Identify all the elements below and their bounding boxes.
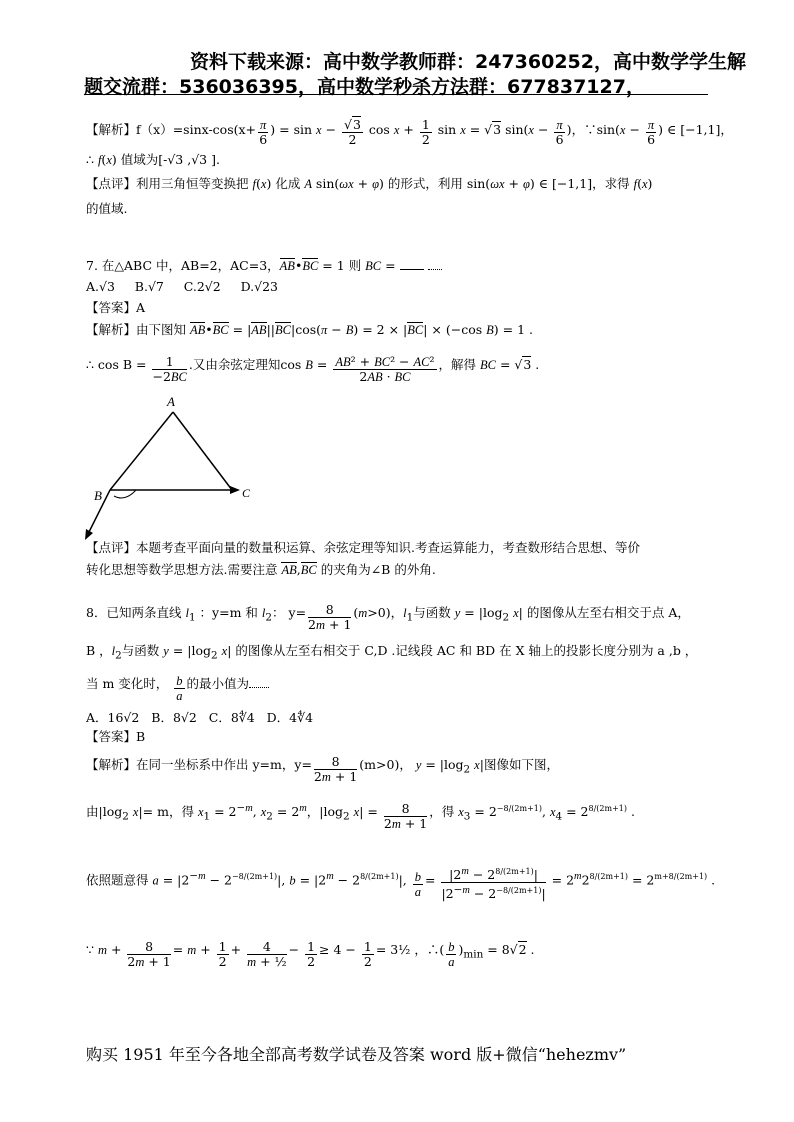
q7-answer-value: A (136, 300, 146, 315)
q7-jiexi-tag: 【解析】 (86, 322, 137, 337)
q7-line2-b: .又由余弦定理知 (188, 357, 281, 372)
q8-option-a: A．16√2 (86, 710, 140, 725)
q8-last-a: ∵ (86, 942, 94, 957)
q8-stem-line3: 当 m 变化时， $\frac{b}{a}$ 的最小值为 (86, 674, 269, 703)
q7-answer (86, 300, 145, 316)
q7-dianping-line2a: 转化思想等数学思想方法.需要注意 (86, 562, 278, 577)
header-line-1: 资料下载来源：高中数学教师群：247360252，高中数学学生解 (190, 51, 746, 73)
q7-line2-a: ∴ cos B = (86, 357, 147, 372)
q7-jiexi-line2: ∴ cos B = $\frac{1}{-2BC}$ .又由余弦定理知cos B = $\frac{\text{AB² + BC² − AC²}}{2AB \cdot BC}$ ，解得 BC = √3 . (86, 354, 540, 384)
q8-options (86, 710, 313, 726)
q7-stem-tail: = 1 则 (322, 258, 362, 273)
q8-stem-d: 与函数 (413, 605, 451, 620)
q8-option-d: D．4∜4 (266, 710, 314, 725)
vertex-label-c: C (242, 486, 251, 500)
q7-jiexi-a: 由下图知 (136, 322, 187, 337)
q8-stem-c: ： (272, 605, 285, 620)
q8-line2-c: 的图像从左至右相交于 C,D .记线段 AC 和 BD 在 X 轴上的投影长度分别为 a ,b ， (235, 643, 698, 658)
q7-dianping-2: 转化思想等数学思想方法.需要注意 AB,BC 的夹角为∠B 的外角. (86, 562, 436, 577)
q7-option-c: C.2√2 (183, 279, 221, 294)
q8-jiexi-tag: 【解析】 (86, 757, 137, 772)
q8-jiexi-a: 在同一坐标系中作出 y=m，y= (136, 757, 312, 772)
q8-stem-e: 的图像从左至右相交于点 A， (526, 605, 690, 620)
q6-dianping-tag: 【点评】 (86, 176, 137, 191)
q8-option-c: C．8∜4 (208, 710, 255, 725)
q8-line-solve: 由$|\log_2$ x|= m，得 $x_1 = 2^{-m}$, $x_2 = 2^m$，$|\log_2$ x| = $\frac{8}{2m + 1}$ ，得 $x_3 = 2^{-8/(2m+1)}$, $x_4 = 2^{8/(2m+1)}$ . (86, 801, 635, 832)
q8-stem: 8．已知两条直线 $l_1$ ：y=m 和 $l_2$： y= $\frac{8}{2m + 1}$ (m>0)，$l_1$与函数 $y = |\log_2$ x| 的图像从左至右相交于点 A， (86, 602, 690, 632)
q8-line-you-b: = m，得 (142, 804, 194, 820)
edge-ab (110, 412, 173, 490)
q8-last-b: ，∴ (414, 942, 440, 957)
q8-jiexi-b: (m>0)， (359, 757, 412, 772)
footer-ad: 购买 1951 年至今各地全部高考数学试卷及答案 word 版+微信“hehezmv” (86, 1045, 627, 1064)
q8-yizhao-text: 依照题意得 (86, 872, 149, 888)
q7-option-b: B.√7 (134, 279, 164, 294)
header-line-2: 题交流群：536036395，高中数学秒杀方法群：677837127， (84, 76, 645, 98)
q8-line-de: ，得 (429, 804, 455, 820)
q6-range: ∴ f(x) 值域为[-√3 ,√3 ]. (86, 152, 220, 167)
q6-jiexi: 【解析】f（x）=sinx-cos(x+ $\frac{\pi}{6}$ ) = sin x − $\frac{√3}{2}$ cos x + $\frac{1}{2}$ sin x = √3 sin(x − $\frac{\pi}{6}$ )，∵sin(x − $\frac{\pi}{6}$ ) ∈ [−1,1]， (86, 117, 733, 147)
vertex-label-b: B (94, 488, 102, 503)
q7-stem: 7. 在△ABC 中，AB=2，AC=3，AB•BC = 1 则 BC = (86, 258, 442, 274)
q8-stem-line2: B ，$l_2$与函数 $y = |\log_2$ x| 的图像从左至右相交于 C,D .记线段 AC 和 BD 在 X 轴上的投影长度分别为 a ,b ， (86, 643, 698, 662)
q7-option-d: D.√23 (240, 279, 279, 294)
q7-dianping-line1: 本题考查平面向量的数量积运算、余弦定理等知识.考查运算能力，考查数形结合思想、等价 (136, 540, 640, 555)
header-divider (84, 94, 708, 95)
q6-jiexi-a: f（x）=sinx-cos(x+ (136, 122, 257, 137)
q7-dianping-line2b: 的夹角为∠B 的外角. (320, 562, 436, 577)
triangle-figure (80, 392, 260, 542)
vertex-label-a: A (167, 394, 175, 409)
q8-answer (86, 729, 145, 745)
q7-answer-tag: 【答案】 (86, 300, 137, 315)
q7-options (86, 279, 278, 295)
q8-option-b: B．8√2 (151, 710, 197, 725)
q6-jiexi-tag: 【解析】 (86, 122, 137, 137)
q6-dianping-c: 的形式，利用 (387, 176, 463, 191)
q8-line2-b: 与函数 (121, 643, 160, 658)
q7-dianping-tag: 【点评】 (86, 540, 137, 555)
q6-dianping-b: 化成 (275, 176, 301, 191)
q6-dianping-end: 的值域. (86, 201, 128, 216)
q8-line-yizhao: 依照题意得 $a = |2^{-m} - 2^{-8/(2m+1)}|$, $b = |2^m - 2^{8/(2m+1)}|$, $\frac{b}{a}$ = $\frac{|2^m - 2^{8/(2m+1)}|}{|2^{-m} - 2^{-8/(2m+1)}|}$ = $2^m2^{8/(2m+1)} = 2^{m+8/(2m+1)}$ . (86, 866, 716, 902)
q6-dianping-a: 利用三角恒等变换把 (136, 176, 249, 191)
q8-answer-value: B (136, 729, 146, 744)
angle-arc (114, 490, 136, 498)
q8-line3-b: 的最小值为 (186, 676, 250, 691)
q8-stem-b: ：y=m 和 (199, 605, 258, 620)
q7-line2-c: ，解得 (438, 357, 477, 372)
q8-stem-a: 8．已知两条直线 (86, 605, 182, 620)
q8-jiexi-c: 图像如下图， (483, 757, 559, 772)
q7-dianping (86, 540, 640, 556)
q8-line3-a: 当 m 变化时， (86, 676, 169, 691)
q8-answer-tag: 【答案】 (86, 729, 137, 744)
arrowhead-c (230, 486, 240, 494)
q7-option-a: A.√3 (86, 279, 115, 294)
q7-jiexi: 【解析】由下图知 AB•BC = |AB||BC|cos(π − B) = 2 × |BC| × (−cos B) = 1 . (86, 322, 533, 337)
edge-ac (173, 412, 232, 490)
q8-line2-a: B ， (86, 643, 112, 658)
q8-line-last: ∵ m + $\frac{8}{2m + 1}$ = m + $\frac{1}{2}$ + $\frac{4}{\text{m + ½}}$ − $\frac{1}{2}$ ≥ 4 − $\frac{1}{2}$ = 3½ ，∴( $\frac{b}{a}$ )$_{min} = 8√2$ . (86, 939, 535, 969)
q6-jiexi-b: ，∵ (571, 122, 597, 137)
q6-dianping: 【点评】利用三角恒等变换把 f(x) 化成 A sin(ωx + φ) 的形式，利用 sin(ωx + φ) ∈ [−1,1]，求得 f(x) (86, 176, 653, 191)
q6-range-text: 值域为[-√3 ,√3 ]. (120, 152, 220, 167)
q8-line-you: 由 (86, 804, 99, 820)
q8-jiexi: 【解析】在同一坐标系中作出 y=m，y= $\frac{8}{2m + 1}$ (m>0)， $y = |\log_2$ x|图像如下图， (86, 754, 559, 784)
q6-dianping-d: ，求得 (592, 176, 630, 191)
q7-stem-text: 7. 在△ABC 中，AB=2，AC=3， (86, 258, 280, 273)
